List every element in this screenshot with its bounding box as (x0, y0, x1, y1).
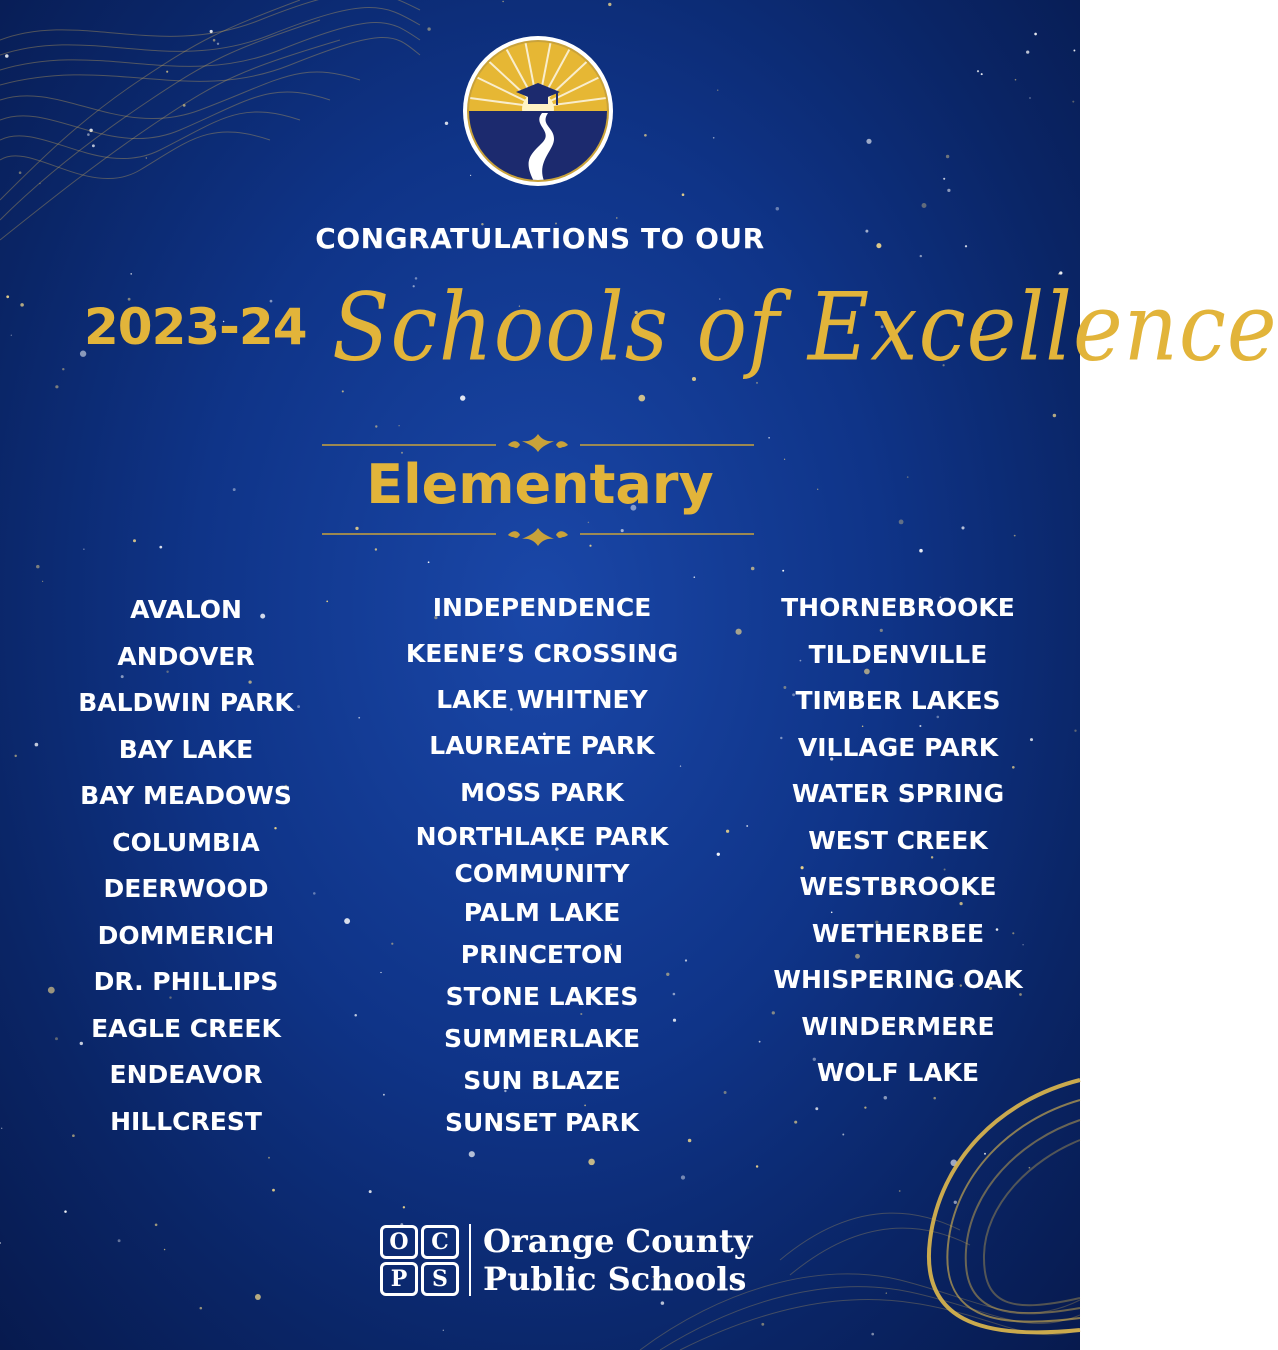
sparkle-dot (342, 390, 344, 392)
sparkle-dot (616, 217, 617, 218)
sparkle-dot (130, 273, 132, 275)
divider-bottom (322, 524, 754, 548)
sparkle-dot (55, 385, 58, 388)
sparkle-dot (943, 178, 945, 180)
school-name: STONE LAKES (445, 982, 639, 1011)
schools-of-excellence-title: Schools of Excellence (332, 272, 1278, 382)
school-name: WHISPERING OAK (773, 965, 1023, 994)
sparkle-dot (398, 425, 399, 426)
school-name: LAUREATE PARK (429, 731, 655, 760)
school-name: DOMMERICH (97, 920, 275, 950)
sparkle-dot (768, 437, 770, 439)
sparkle-dot (1073, 50, 1075, 52)
congrats-heading: CONGRATULATIONS TO OUR (315, 222, 765, 255)
sparkle-dot (751, 567, 755, 571)
org-name-line-2: Public Schools (483, 1260, 747, 1298)
sparkle-dot (159, 546, 162, 549)
school-name: WOLF LAKE (816, 1058, 980, 1087)
sparkle-dot (1034, 33, 1037, 36)
sparkle-dot (608, 3, 611, 6)
sparkle-dot (1053, 414, 1056, 417)
sparkle-dot (644, 134, 647, 137)
sparkle-dot (155, 1223, 158, 1226)
school-name: WATER SPRING (791, 779, 1005, 808)
sparkle-dot (62, 368, 64, 370)
school-name: LAKE WHITNEY (436, 685, 648, 714)
sparkle-dot (782, 570, 784, 572)
school-name: ANDOVER (117, 641, 255, 671)
school-name: TIMBER LAKES (795, 686, 1001, 715)
sparkle-dot (118, 1239, 121, 1242)
sparkle-dot (133, 539, 136, 542)
school-name: NORTHLAKE PARK (415, 822, 669, 851)
sparkle-dot (977, 70, 979, 72)
school-name: SUNSET PARK (444, 1108, 640, 1137)
school-name: INDEPENDENCE (432, 593, 652, 622)
school-level-heading: Elementary (366, 453, 714, 516)
school-name: BALDWIN PARK (78, 688, 294, 717)
flourish-ornament-icon (508, 528, 568, 546)
ocps-letter: S (421, 1262, 459, 1296)
year-label: 2023-24 (84, 298, 307, 356)
school-name: BAY LAKE (118, 734, 254, 764)
sparkle-dot (588, 1159, 595, 1166)
sparkle-dot (961, 526, 964, 529)
sparkle-dot (866, 139, 871, 144)
sparkle-dot (1015, 79, 1017, 81)
sparkle-dot (638, 395, 645, 402)
sparkle-dot (443, 1330, 444, 1331)
district-seal-logo (462, 35, 614, 187)
ocps-name (483, 1222, 752, 1298)
school-name: THORNEBROOKE (781, 593, 1015, 622)
ocps-letter: O (380, 1225, 418, 1259)
school-name: EAGLE CREEK (91, 1013, 281, 1043)
school-name: WETHERBEE (811, 918, 985, 948)
sparkle-dot (1029, 97, 1030, 98)
sparkle-dot (375, 425, 377, 427)
school-name: DR. PHILLIPS (93, 967, 279, 996)
school-name: DEERWOOD (103, 874, 269, 903)
sparkle-dot (428, 561, 430, 563)
sparkle-dot (1014, 535, 1016, 537)
sparkle-dot (920, 255, 922, 257)
sparkle-dot (588, 522, 590, 524)
sparkle-dot (713, 137, 715, 139)
school-column-1 (6, 590, 366, 1148)
sparkle-dot (272, 1189, 275, 1192)
school-name: WESTBROOKE (799, 872, 997, 901)
school-name: VILLAGE PARK (797, 732, 999, 762)
sparkle-dot (981, 73, 983, 75)
ocps-logo (380, 1222, 752, 1298)
school-name: MOSS PARK (460, 778, 624, 807)
sparkle-dot (776, 207, 779, 210)
sparkle-dot (6, 295, 9, 298)
ocps-letter: P (380, 1262, 418, 1296)
sparkle-dot (164, 1249, 166, 1251)
sparkle-dot (200, 1307, 203, 1310)
sparkle-dot (756, 382, 758, 384)
org-name-line-1: Orange County (483, 1222, 753, 1260)
sparkle-dot (427, 27, 430, 30)
sparkle-dot (922, 203, 927, 208)
sparkle-dot (1, 1128, 2, 1129)
school-name: HILLCREST (110, 1106, 262, 1136)
sparkle-dot (20, 303, 24, 307)
sparkle-dot (1072, 101, 1074, 103)
sparkle-dot (375, 548, 377, 550)
sparkle-dot (899, 520, 904, 525)
school-name: SUN BLAZE (463, 1066, 621, 1095)
flourish-ornament-icon (508, 434, 568, 452)
school-column-3 (718, 588, 1078, 1100)
school-name: KEENE’S CROSSING (405, 639, 679, 668)
school-name: BAY MEADOWS (80, 781, 292, 810)
school-name: COLUMBIA (112, 827, 260, 857)
school-column-2 (362, 588, 722, 1145)
sparkle-dot (64, 1210, 67, 1213)
sparkle-dot (1026, 50, 1029, 53)
sparkle-dot (919, 549, 923, 553)
school-name: SUMMERLAKE (443, 1024, 641, 1053)
sparkle-dot (403, 1206, 405, 1208)
ocps-monogram (380, 1225, 459, 1296)
sparkle-dot (0, 1242, 1, 1244)
school-name: COMMUNITY (454, 859, 630, 888)
sparkle-dot (460, 395, 465, 400)
sparkle-dot (445, 122, 448, 125)
school-name: PRINCETON (460, 940, 624, 969)
school-name: WEST CREEK (808, 825, 988, 855)
sparkle-dot (11, 335, 12, 336)
sparkle-dot (469, 1151, 475, 1157)
gold-wave-top-left (0, 0, 420, 260)
school-name: AVALON (130, 595, 242, 624)
sparkle-dot (268, 1157, 270, 1159)
sparkle-dot (42, 581, 43, 582)
school-name: TILDENVILLE (808, 639, 988, 669)
school-name: WINDERMERE (801, 1011, 995, 1041)
sparkle-dot (255, 1294, 261, 1300)
sparkle-dot (947, 189, 950, 192)
sparkle-dot (83, 549, 84, 550)
ocps-separator (469, 1224, 471, 1296)
sparkle-dot (717, 89, 718, 90)
sparkle-dot (946, 155, 949, 158)
sparkle-dot (693, 576, 695, 578)
sparkle-dot (36, 565, 40, 569)
sparkle-dot (682, 193, 685, 196)
school-name: ENDEAVOR (109, 1060, 263, 1089)
sparkle-dot (502, 1, 503, 2)
school-name: PALM LAKE (463, 898, 621, 927)
ocps-letter: C (421, 1225, 459, 1259)
sparkle-dot (369, 1190, 372, 1193)
